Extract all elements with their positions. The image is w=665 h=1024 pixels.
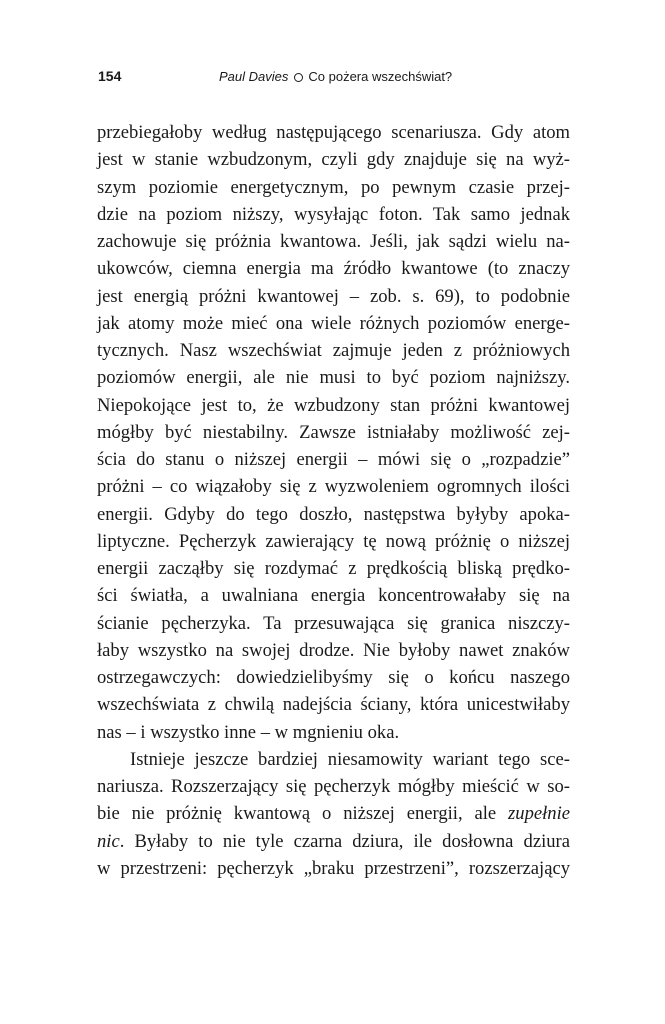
- text-line: ostrzegawczych: dowiedzielibyśmy się o końcu naszego: [97, 667, 570, 688]
- text-run: . Byłaby to nie tyle czarna dziura, ile dosłowna dziura: [119, 830, 570, 852]
- running-header: [98, 68, 568, 88]
- text-line: jest energią próżni kwantowej – zob. s. 69), to podobnie: [97, 285, 570, 307]
- text-line: jak atomy może mieć ona wiele różnych poziomów energe-: [97, 312, 570, 334]
- text-line: liptyczne. Pęcherzyk zawierający tę nową próżnię o niższej: [97, 530, 570, 552]
- text-line: ścia do stanu o niższej energii – mówi się o „rozpadzie”: [97, 449, 570, 470]
- text-line: jest w stanie wzbudzonym, czyli gdy znajduje się na wyż-: [97, 149, 570, 171]
- running-head: [219, 69, 452, 84]
- circle-separator-icon: [294, 73, 303, 82]
- page-number: 154: [98, 68, 122, 84]
- italic-text: zupełnie: [508, 803, 570, 825]
- text-line: energii zacząłby się rozdymać z prędkością bliską prędko-: [97, 558, 570, 579]
- text-line: nas – i wszystko inne – w mgnieniu oka.: [97, 721, 400, 743]
- text-line: energii. Gdyby do tego doszło, następstwa byłyby apoka-: [97, 503, 570, 525]
- text-line: dzie na poziom niższy, wysyłając foton. Tak samo jednak: [97, 203, 570, 225]
- text-line: próżni – co wiązałoby się z wyzwoleniem ogromnych ilości: [97, 476, 570, 498]
- text-line: zachowuje się próżnia kwantowa. Jeśli, jak sądzi wielu na-: [97, 231, 570, 252]
- paragraph: [97, 746, 570, 882]
- paragraph: [97, 119, 570, 746]
- book-title: Co pożera wszechświat?: [308, 69, 453, 84]
- text-line: ści światła, a uwalniana energia koncentrowałaby się na: [97, 585, 570, 607]
- text-line: Istnieje jeszcze bardziej niesamowity wariant tego sce-: [130, 748, 570, 770]
- text-line: poziomów energii, ale nie musi to być poziom najniższy.: [97, 367, 570, 389]
- text-run: bie nie próżnię kwantową o niższej energii, ale: [97, 803, 509, 825]
- text-line: nariusza. Rozszerzający się pęcherzyk mógłby mieścić w so-: [97, 776, 570, 797]
- text-line: ukowców, ciemna energia ma źródło kwantowe (to znaczy: [97, 258, 570, 280]
- text-line: przebiegałoby według następującego scenariusza. Gdy atom: [97, 122, 570, 143]
- text-line: Niepokojące jest to, że wzbudzony stan próżni kwantowej: [97, 394, 570, 416]
- text-line: szym poziomie energetycznym, po pewnym czasie przej-: [97, 176, 570, 198]
- text-line: mógłby być niestabilny. Zawsze istniałaby możliwość zej-: [97, 421, 570, 443]
- text-line: w przestrzeni: pęcherzyk „braku przestrzeni”, rozszerzający: [97, 857, 570, 879]
- italic-text: nic: [97, 830, 120, 852]
- text-line: [97, 828, 570, 855]
- body-text: [97, 119, 570, 882]
- author-name: Paul Davies: [219, 69, 289, 84]
- text-line: [97, 800, 570, 827]
- text-line: tycznych. Nasz wszechświat zajmuje jeden z próżniowych: [97, 340, 570, 361]
- text-line: ścianie pęcherzyka. Ta przesuwająca się granica niszczy-: [97, 612, 570, 634]
- text-line: wszechświata z chwilą nadejścia ściany, która unicestwiłaby: [97, 694, 570, 716]
- text-line: łaby wszystko na swojej drodze. Nie byłoby nawet znaków: [97, 639, 570, 661]
